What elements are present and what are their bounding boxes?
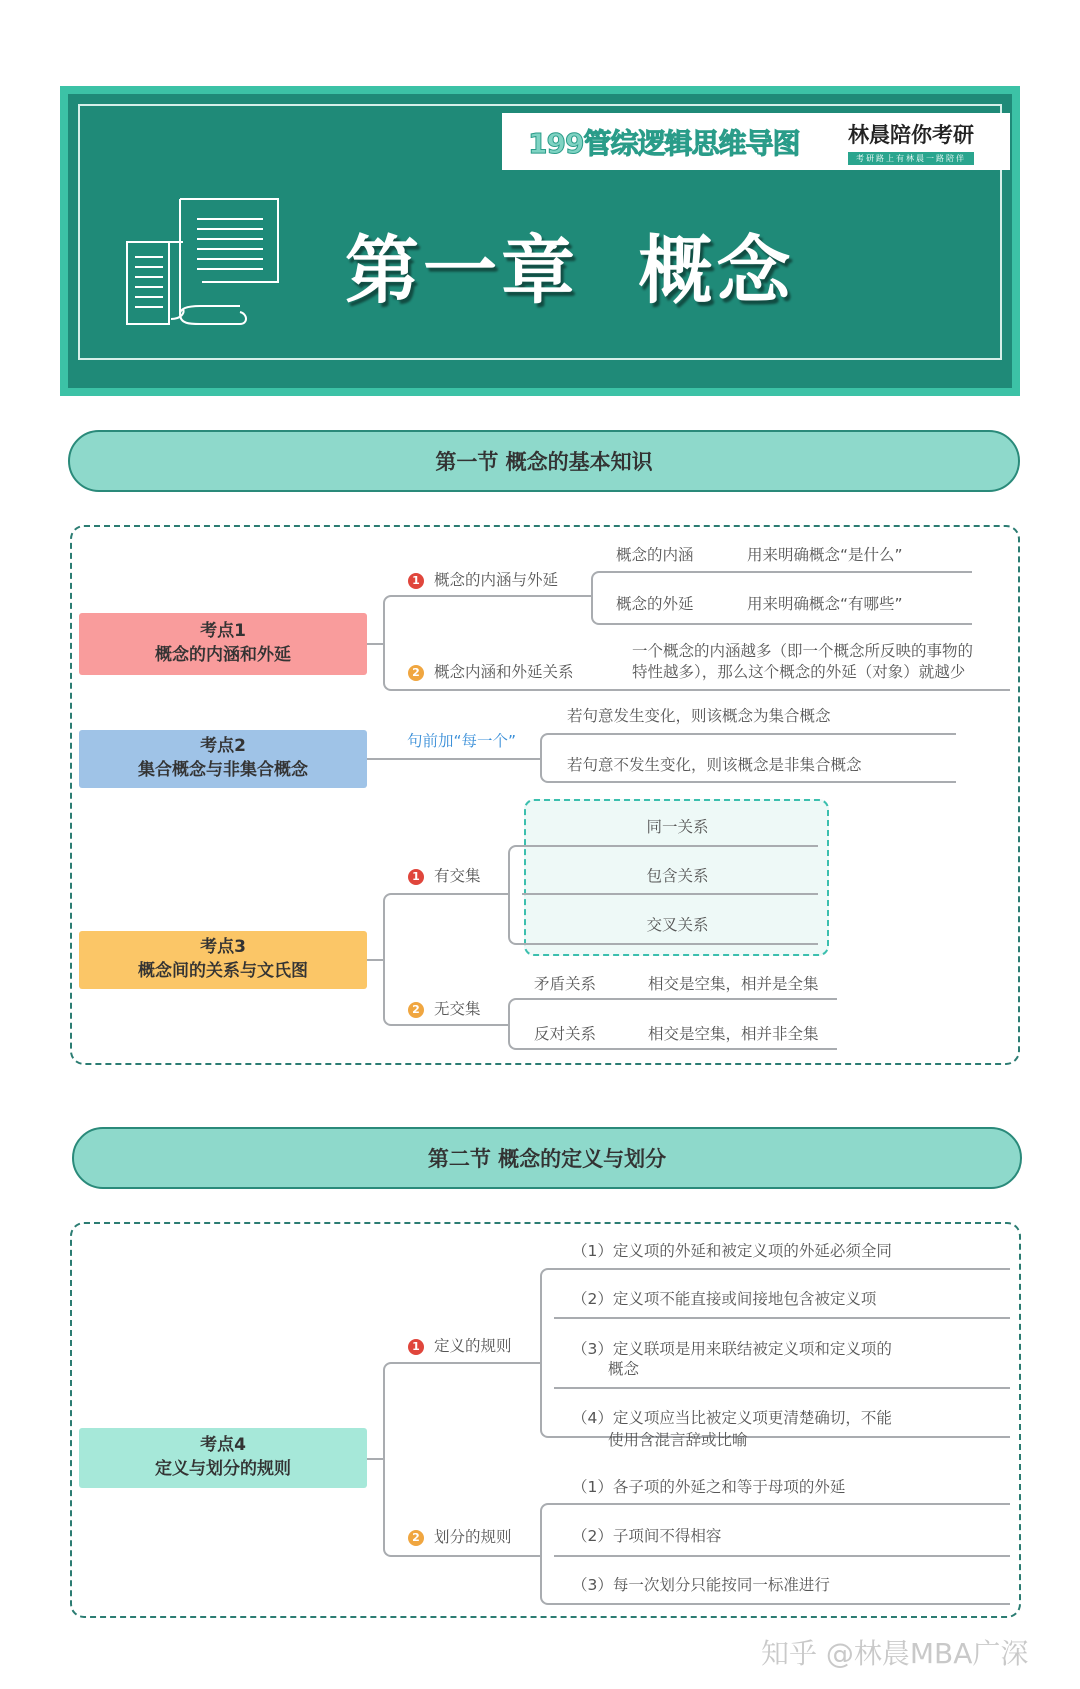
section2-title: 第二节 概念的定义与划分 — [72, 1127, 1022, 1189]
brand-logo — [848, 119, 974, 165]
crossing-relation: 交叉关系 — [646, 916, 709, 934]
identity-relation: 同一关系 — [646, 818, 709, 836]
definition-rule-2: （2）定义项不能直接或间接地包含被定义项 — [572, 1290, 877, 1308]
kaodian2-label: 考点2 — [200, 736, 246, 757]
number-2-icon: 2 — [408, 1002, 424, 1018]
item-label: 有交集 — [434, 867, 481, 885]
contrary-desc: 相交是空集，相并非全集 — [648, 1025, 819, 1043]
kaodian2-branch: 句前加“每一个” — [407, 732, 517, 750]
definition-rule-1: （1）定义项的外延和被定义项的外延必须全同 — [572, 1242, 892, 1260]
kaodian4-title: 定义与划分的规则 — [155, 1459, 291, 1479]
desc-waiyan: 用来明确概念“有哪些” — [747, 595, 903, 613]
number-1-icon: 1 — [408, 869, 424, 885]
kaodian2-node — [79, 730, 367, 788]
term-waiyan: 概念的外延 — [616, 595, 694, 613]
definition-rule-4-cont: 使用含混言辞或比喻 — [608, 1431, 748, 1449]
kaodian1-item2 — [408, 662, 574, 682]
banner — [502, 113, 1010, 170]
kaodian1-node — [79, 613, 367, 675]
watermark: 知乎 @林晨MBA广深 — [761, 1637, 1029, 1670]
item-label: 无交集 — [434, 1000, 481, 1018]
definition-rule-3: （3）定义联项是用来联结被定义项和定义项的 — [572, 1340, 892, 1358]
document-icon — [125, 197, 285, 332]
item-label: 概念的内涵与外延 — [434, 571, 559, 589]
kaodian2-title: 集合概念与非集合概念 — [138, 760, 308, 780]
relation-desc-line1: 一个概念的内涵越多（即一个概念所反映的事物的 — [632, 642, 974, 660]
kaodian4-label: 考点4 — [200, 1435, 246, 1456]
brand-name: 林晨陪你考研 — [848, 122, 974, 147]
non-collective-row: 若句意不发生变化，则该概念是非集合概念 — [567, 756, 862, 774]
brand-slogan: 考研路上有林晨一路陪伴 — [848, 152, 974, 165]
definition-rule-3-cont: 概念 — [608, 1360, 640, 1378]
kaodian3-label: 考点3 — [200, 937, 246, 958]
kaodian1-title: 概念的内涵和外延 — [155, 645, 291, 665]
item-label: 划分的规则 — [434, 1528, 512, 1546]
number-2-icon: 2 — [408, 1530, 424, 1546]
collective-row: 若句意发生变化，则该概念为集合概念 — [567, 707, 831, 725]
kaodian4-node — [79, 1428, 367, 1488]
kaodian3-item2 — [408, 999, 481, 1019]
contradiction-term: 矛盾关系 — [534, 975, 597, 993]
kaodian3-node — [79, 931, 367, 989]
term-neihan: 概念的内涵 — [616, 546, 694, 564]
number-1-icon: 1 — [408, 1339, 424, 1355]
desc-neihan: 用来明确概念“是什么” — [747, 546, 903, 564]
inclusion-relation: 包含关系 — [646, 867, 709, 885]
number-2-icon: 2 — [408, 665, 424, 681]
kaodian3-item1 — [408, 866, 481, 886]
contradiction-desc: 相交是空集，相并是全集 — [648, 975, 819, 993]
division-rule-1: （1）各子项的外延之和等于母项的外延 — [572, 1478, 846, 1496]
kaodian4-item1 — [408, 1336, 512, 1356]
kaodian3-title: 概念间的关系与文氏图 — [138, 961, 308, 981]
division-rule-3: （3）每一次划分只能按同一标准进行 — [572, 1576, 830, 1594]
item-label: 概念内涵和外延关系 — [434, 663, 574, 681]
item-label: 定义的规则 — [434, 1337, 512, 1355]
contrary-term: 反对关系 — [534, 1025, 597, 1043]
banner-title: 199管综逻辑思维导图 — [528, 126, 800, 160]
kaodian1-item1 — [408, 570, 558, 590]
kaodian1-label: 考点1 — [200, 621, 246, 642]
section1-title: 第一节 概念的基本知识 — [68, 430, 1020, 492]
number-1-icon: 1 — [408, 573, 424, 589]
division-rule-2: （2）子项间不得相容 — [572, 1527, 722, 1545]
relation-desc-line2: 特性越多），那么这个概念的外延（对象）就越少 — [632, 663, 966, 681]
definition-rule-4: （4）定义项应当比被定义项更清楚确切，不能 — [572, 1409, 892, 1427]
chapter-title: 第一章 概念 — [345, 228, 795, 314]
kaodian4-item2 — [408, 1527, 512, 1547]
